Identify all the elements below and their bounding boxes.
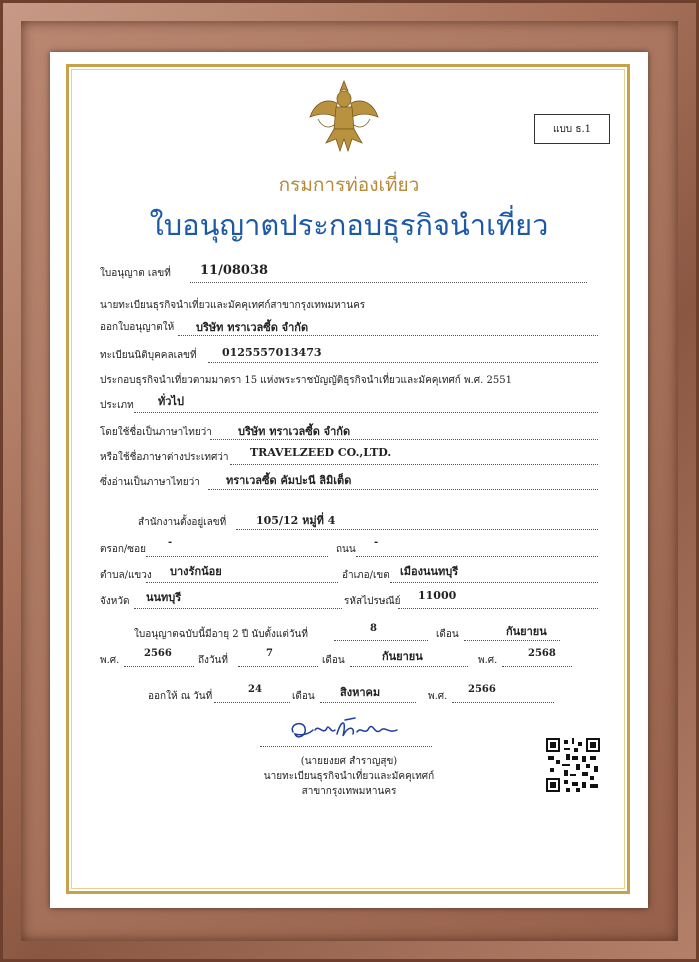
- dotted-line: [214, 702, 290, 703]
- garuda-emblem-icon: [306, 77, 382, 157]
- month-label: เดือน: [322, 655, 345, 666]
- valid-from-month: กันยายน: [506, 625, 547, 638]
- qr-code-icon: [546, 738, 600, 792]
- foreign-name: TRAVELZEED CO.,LTD.: [250, 446, 392, 459]
- dotted-line: [146, 582, 338, 583]
- dotted-line: [334, 640, 428, 641]
- dotted-line: [134, 608, 342, 609]
- valid-to-year: 2568: [528, 648, 556, 659]
- department-name: กรมการท่องเที่ยว: [278, 174, 420, 196]
- district-label: อำเภอ/เขต: [342, 570, 390, 581]
- district-value: เมืองนนทบุรี: [400, 565, 459, 578]
- valid-from-day: 8: [370, 623, 377, 634]
- office-value: 105/12 หมู่ที่ 4: [256, 514, 336, 527]
- issued-to: บริษัท ทราเวลซี้ด จำกัด: [196, 321, 309, 334]
- dotted-line: [356, 556, 598, 557]
- issued-month: สิงหาคม: [340, 686, 381, 699]
- subdistrict-value: บางรักน้อย: [170, 565, 222, 578]
- issued-to-label: ออกใบอนุญาตให้: [100, 322, 175, 333]
- dotted-line: [350, 666, 468, 667]
- valid-from-year: 2566: [144, 648, 172, 659]
- certificate-paper: [50, 52, 648, 908]
- dotted-line: [452, 702, 554, 703]
- dotted-line: [398, 608, 598, 609]
- be-label: พ.ศ.: [428, 691, 448, 702]
- type-label: ประเภท: [100, 400, 134, 411]
- dotted-line: [236, 529, 598, 530]
- province-label: จังหวัด: [100, 596, 130, 607]
- dotted-line: [146, 556, 328, 557]
- license-no: 11/08038: [200, 263, 269, 278]
- alley-label: ตรอก/ซอย: [100, 544, 146, 555]
- dotted-line: [320, 702, 416, 703]
- office-label: สำนักงานตั้งอยู่เลขที่: [138, 517, 227, 528]
- type-value: ทั่วไป: [158, 395, 184, 408]
- subdistrict-label: ตำบล/แขวง: [100, 570, 152, 581]
- issued-year: 2566: [468, 684, 496, 695]
- signer-name: (นายยงยศ สำราญสุข): [300, 756, 398, 767]
- month-label: เดือน: [292, 691, 315, 702]
- province-value: นนทบุรี: [146, 591, 182, 604]
- validity-label: ใบอนุญาตฉบับนี้มีอายุ 2 ปี นับตั้งแต่วันที่: [134, 629, 308, 640]
- valid-to-month: กันยายน: [382, 650, 423, 663]
- road-label: ถนน: [336, 544, 356, 555]
- road-value: -: [374, 537, 379, 548]
- until-label: ถึงวันที่: [198, 655, 228, 666]
- thai-name: บริษัท ทราเวลซี้ด จำกัด: [238, 425, 351, 438]
- act-line: ประกอบธุรกิจนำเที่ยวตามมาตรา 15 แห่งพระราชบัญญัติธุรกิจนำเที่ยวและมัคคุเทศก์ พ.ศ. 2551: [100, 375, 512, 386]
- dotted-line: [230, 464, 598, 465]
- registrar-line: นายทะเบียนธุรกิจนำเที่ยวและมัคคุเทศก์สาขากรุงเทพมหานคร: [100, 300, 366, 311]
- license-no-label: ใบอนุญาต เลขที่: [100, 268, 171, 279]
- reading: ทราเวลซี้ด คัมปะนี ลิมิเต็ด: [226, 474, 352, 487]
- postcode-value: 11000: [418, 589, 457, 602]
- juristic-label: ทะเบียนนิติบุคคลเลขที่: [100, 350, 197, 361]
- thai-name-label: โดยใช้ชื่อเป็นภาษาไทยว่า: [100, 427, 212, 438]
- dotted-line: [208, 362, 598, 363]
- signature-icon: [285, 714, 405, 746]
- dotted-line: [124, 666, 194, 667]
- signature-line: [260, 746, 432, 747]
- dotted-line: [208, 489, 598, 490]
- issued-on-label: ออกให้ ณ วันที่: [148, 691, 213, 702]
- dotted-line: [134, 412, 598, 413]
- form-code: แบบ ธ.1: [534, 114, 610, 144]
- signer-title-1: นายทะเบียนธุรกิจนำเที่ยวและมัคคุเทศก์: [263, 771, 435, 782]
- reading-label: ซึ่งอ่านเป็นภาษาไทยว่า: [100, 477, 200, 488]
- dotted-line: [464, 640, 560, 641]
- alley-value: -: [168, 537, 173, 548]
- issued-day: 24: [248, 684, 262, 695]
- signer-title-2: สาขากรุงเทพมหานคร: [301, 786, 397, 797]
- be-label: พ.ศ.: [478, 655, 498, 666]
- month-label: เดือน: [436, 629, 459, 640]
- certificate-title: ใบอนุญาตประกอบธุรกิจนำเที่ยว: [149, 208, 549, 242]
- dotted-line: [502, 666, 572, 667]
- dotted-line: [238, 666, 318, 667]
- valid-to-day: 7: [266, 648, 273, 659]
- foreign-name-label: หรือใช้ชื่อภาษาต่างประเทศว่า: [100, 452, 229, 463]
- juristic-no: 0125557013473: [222, 346, 322, 359]
- dotted-line: [390, 582, 598, 583]
- be-label: พ.ศ.: [100, 655, 120, 666]
- dotted-line: [190, 282, 587, 283]
- postcode-label: รหัสไปรษณีย์: [344, 596, 401, 607]
